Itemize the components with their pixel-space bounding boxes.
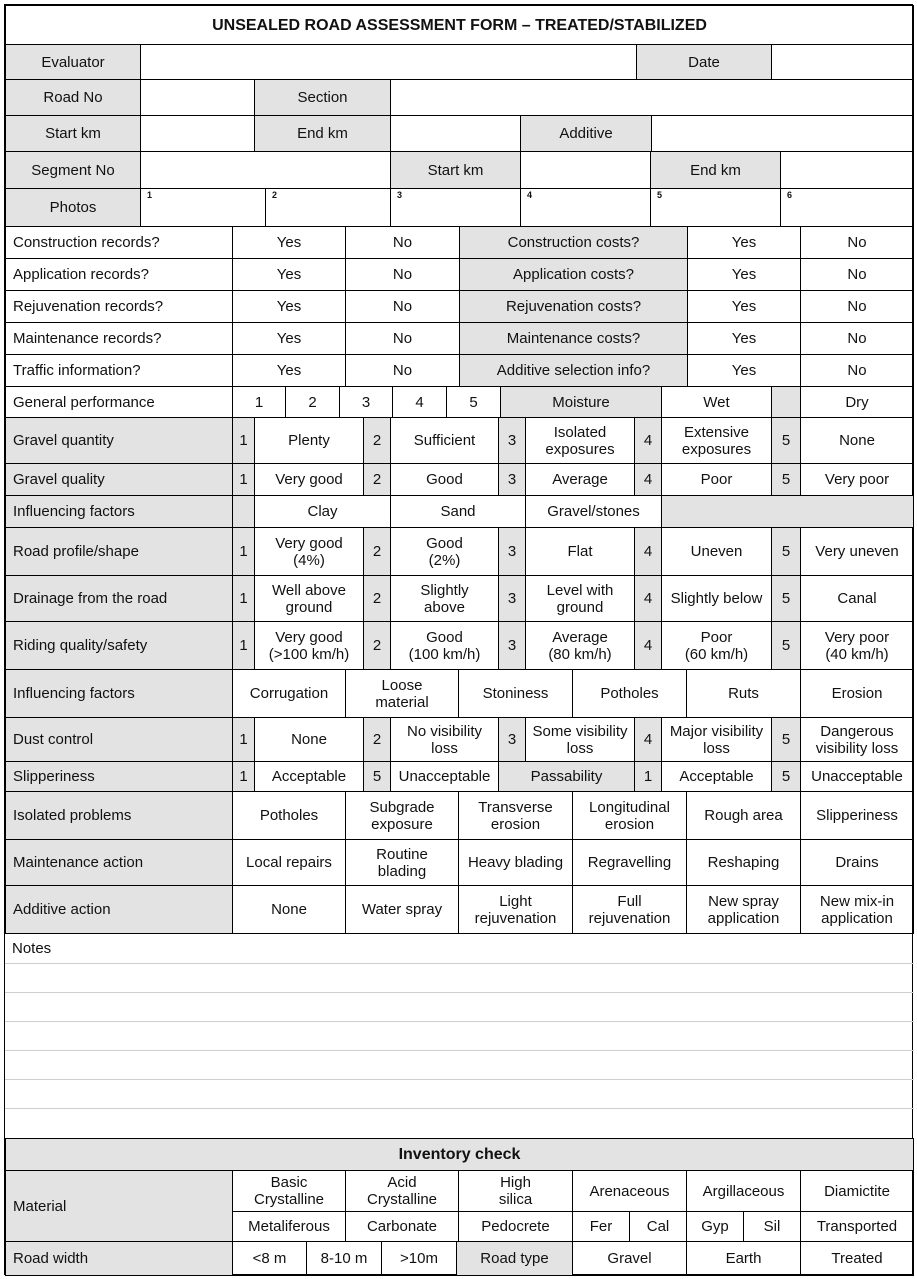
riding-quality-option[interactable]: Poor (60 km/h) [661,621,772,670]
yes-option[interactable]: Yes [232,258,346,291]
influencing-factors-2-option[interactable]: Potholes [572,669,687,718]
dust-control-label: Dust control [5,717,233,762]
road-width-option[interactable]: 8-10 m [306,1241,382,1276]
photos-label: Photos [5,188,141,227]
gravel-quantity-number-3: 3 [498,417,526,464]
dust-control-option[interactable]: Some visibility loss [525,717,635,762]
dust-control-number-4: 4 [634,717,662,762]
road-profile-option[interactable]: Very uneven [800,527,914,576]
influencing-factors-2-label: Influencing factors [5,669,233,718]
date-label: Date [636,44,772,80]
drainage-number-4: 4 [634,575,662,622]
additive-action-option[interactable]: Full rejuvenation [572,885,687,934]
photo-slot-1[interactable]: 1 [140,188,266,227]
additive-action-option[interactable]: New spray application [686,885,801,934]
gravel-stones-option[interactable]: Gravel/stones [525,495,662,528]
performance-score-2[interactable]: 2 [285,386,340,418]
material-option-diamictite[interactable]: Diamictite [800,1170,914,1212]
notes-line[interactable] [5,1108,914,1139]
no-option[interactable]: No [800,290,914,323]
notes-line[interactable] [5,963,914,993]
influencing-factors-2-option[interactable]: Ruts [686,669,801,718]
no-option[interactable]: No [345,258,460,291]
additive-action-option[interactable]: Light rejuvenation [458,885,573,934]
influencing-gap [232,495,255,528]
gravel-quantity-option[interactable]: Plenty [254,417,364,464]
additive-field[interactable] [651,115,914,152]
wet-option[interactable]: Wet [661,386,772,418]
gravel-quality-number-1: 1 [232,463,255,496]
gravel-quantity-option[interactable]: Isolated exposures [525,417,635,464]
end-km-field[interactable] [390,115,521,152]
material-option-metaliferous[interactable]: Metaliferous [232,1211,346,1242]
gravel-quality-option[interactable]: Very poor [800,463,914,496]
material-option-arenaceous[interactable]: Arenaceous [572,1170,687,1212]
road-width-option[interactable]: <8 m [232,1241,307,1276]
road-profile-number-2: 2 [363,527,391,576]
influencing-factors-2-option[interactable]: Erosion [800,669,914,718]
section-field[interactable] [390,79,914,116]
gravel-quality-label: Gravel quality [5,463,233,496]
riding-quality-number-4: 4 [634,621,662,670]
gravel-quantity-label: Gravel quantity [5,417,233,464]
inventory-title: Inventory check [5,1138,914,1171]
gravel-quantity-number-4: 4 [634,417,662,464]
start-km-field[interactable] [140,115,255,152]
maintenance-action-option[interactable]: Drains [800,839,914,886]
yes-option[interactable]: Yes [687,258,801,291]
additive-action-option[interactable]: New mix-in application [800,885,914,934]
photo-slot-4[interactable]: 4 [520,188,651,227]
record-question-label: Construction records? [5,226,233,259]
drainage-number-2: 2 [363,575,391,622]
performance-score-5[interactable]: 5 [446,386,501,418]
material-option-argillaceous[interactable]: Argillaceous [686,1170,801,1212]
influencing-gap [661,495,914,528]
dust-control-number-1: 1 [232,717,255,762]
segment-end-km-field[interactable] [780,151,914,189]
yes-option[interactable]: Yes [687,322,801,355]
photo-slot-5[interactable]: 5 [650,188,781,227]
dust-control-number-3: 3 [498,717,526,762]
road-profile-option[interactable]: Good (2%) [390,527,499,576]
slipperiness-number-1: 1 [232,761,255,792]
road-profile-option[interactable]: Flat [525,527,635,576]
no-option[interactable]: No [800,258,914,291]
cost-question-label: Rejuvenation costs? [459,290,688,323]
moisture-label: Moisture [500,386,662,418]
riding-quality-number-3: 3 [498,621,526,670]
maintenance-action-label: Maintenance action [5,839,233,886]
dust-control-number-2: 2 [363,717,391,762]
gravel-quality-option[interactable]: Very good [254,463,364,496]
additive-label: Additive [520,115,652,152]
form-title: UNSEALED ROAD ASSESSMENT FORM – TREATED/STABILIZED [5,5,914,45]
gravel-quality-number-2: 2 [363,463,391,496]
material-option-acid-crystalline[interactable]: Acid Crystalline [345,1170,459,1212]
road-no-label: Road No [5,79,141,116]
riding-quality-option[interactable]: Average (80 km/h) [525,621,635,670]
maintenance-action-option[interactable]: Routine blading [345,839,459,886]
end-km-label: End km [254,115,391,152]
maintenance-action-option[interactable]: Reshaping [686,839,801,886]
road-profile-option[interactable]: Very good (4%) [254,527,364,576]
moisture-gap [771,386,801,418]
segment-start-km-field[interactable] [520,151,651,189]
road-type-option[interactable]: Treated [800,1241,914,1276]
gravel-quality-number-3: 3 [498,463,526,496]
sand-option[interactable]: Sand [390,495,526,528]
isolated-problems-option[interactable]: Transverse erosion [458,791,573,840]
cost-question-label: Application costs? [459,258,688,291]
segment-no-field[interactable] [140,151,391,189]
material-option-gyp[interactable]: Gyp [686,1211,744,1242]
road-profile-number-1: 1 [232,527,255,576]
isolated-problems-option[interactable]: Potholes [232,791,346,840]
performance-score-3[interactable]: 3 [339,386,393,418]
isolated-problems-option[interactable]: Slipperiness [800,791,914,840]
no-option[interactable]: No [345,226,460,259]
drainage-option[interactable]: Well above ground [254,575,364,622]
material-option-fer[interactable]: Fer [572,1211,630,1242]
performance-score-4[interactable]: 4 [392,386,447,418]
no-option[interactable]: No [345,354,460,387]
photo-slot-3[interactable]: 3 [390,188,521,227]
influencing-factors-2-option[interactable]: Stoniness [458,669,573,718]
isolated-problems-option[interactable]: Longitudinal erosion [572,791,687,840]
gravel-quantity-option[interactable]: Extensive exposures [661,417,772,464]
drainage-label: Drainage from the road [5,575,233,622]
isolated-problems-option[interactable]: Rough area [686,791,801,840]
dust-control-number-5: 5 [771,717,801,762]
riding-quality-label: Riding quality/safety [5,621,233,670]
isolated-problems-option[interactable]: Subgrade exposure [345,791,459,840]
material-option-transported[interactable]: Transported [800,1211,914,1242]
drainage-option[interactable]: Canal [800,575,914,622]
gravel-quantity-number-2: 2 [363,417,391,464]
passability-unacceptable[interactable]: Unacceptable [800,761,914,792]
drainage-option[interactable]: Level with ground [525,575,635,622]
slipperiness-label: Slipperiness [5,761,233,792]
yes-option[interactable]: Yes [687,354,801,387]
riding-quality-number-5: 5 [771,621,801,670]
no-option[interactable]: No [800,354,914,387]
passability-label: Passability [498,761,635,792]
material-option-carbonate[interactable]: Carbonate [345,1211,459,1242]
cost-question-label: Construction costs? [459,226,688,259]
passability-acceptable[interactable]: Acceptable [661,761,772,792]
drainage-option[interactable]: Slightly below [661,575,772,622]
evaluator-label: Evaluator [5,44,141,80]
yes-option[interactable]: Yes [232,290,346,323]
road-profile-number-5: 5 [771,527,801,576]
riding-quality-option[interactable]: Good (100 km/h) [390,621,499,670]
slipperiness-unacceptable[interactable]: Unacceptable [390,761,499,792]
road-profile-label: Road profile/shape [5,527,233,576]
cost-question-label: Maintenance costs? [459,322,688,355]
notes-label: Notes [5,933,914,964]
additive-action-option[interactable]: None [232,885,346,934]
performance-score-1[interactable]: 1 [232,386,286,418]
section-label: Section [254,79,391,116]
dust-control-option[interactable]: Major visibility loss [661,717,772,762]
photo-slot-2[interactable]: 2 [265,188,391,227]
record-question-label: Traffic information? [5,354,233,387]
riding-quality-number-2: 2 [363,621,391,670]
gravel-quality-number-5: 5 [771,463,801,496]
road-profile-number-4: 4 [634,527,662,576]
passability-number-1: 1 [634,761,662,792]
drainage-number-5: 5 [771,575,801,622]
gravel-quantity-number-5: 5 [771,417,801,464]
additive-action-label: Additive action [5,885,233,934]
material-option-pedocrete[interactable]: Pedocrete [458,1211,573,1242]
road-profile-number-3: 3 [498,527,526,576]
notes-line[interactable] [5,1079,914,1109]
general-performance-label: General performance [5,386,233,418]
notes-line[interactable] [5,1021,914,1051]
start-km-label: Start km [5,115,141,152]
gravel-quantity-option[interactable]: Sufficient [390,417,499,464]
assessment-form [4,4,913,1275]
no-option[interactable]: No [345,290,460,323]
drainage-number-3: 3 [498,575,526,622]
material-option-basic-crystalline[interactable]: Basic Crystalline [232,1170,346,1212]
no-option[interactable]: No [800,226,914,259]
no-option[interactable]: No [800,322,914,355]
record-question-label: Maintenance records? [5,322,233,355]
segment-no-label: Segment No [5,151,141,189]
date-field[interactable] [771,44,914,80]
cost-question-label: Additive selection info? [459,354,688,387]
additive-action-option[interactable]: Water spray [345,885,459,934]
drainage-number-1: 1 [232,575,255,622]
dust-control-option[interactable]: None [254,717,364,762]
influencing-factors-label: Influencing factors [5,495,233,528]
influencing-factors-2-option[interactable]: Loose material [345,669,459,718]
road-type-option[interactable]: Earth [686,1241,801,1276]
record-question-label: Application records? [5,258,233,291]
gravel-quality-option[interactable]: Average [525,463,635,496]
gravel-quantity-number-1: 1 [232,417,255,464]
yes-option[interactable]: Yes [687,290,801,323]
isolated-problems-label: Isolated problems [5,791,233,840]
maintenance-action-option[interactable]: Regravelling [572,839,687,886]
dust-control-option[interactable]: Dangerous visibility loss [800,717,914,762]
dust-control-option[interactable]: No visibility loss [390,717,499,762]
road-profile-option[interactable]: Uneven [661,527,772,576]
gravel-quality-option[interactable]: Good [390,463,499,496]
road-no-field[interactable] [140,79,255,116]
riding-quality-number-1: 1 [232,621,255,670]
segment-start-km-label: Start km [390,151,521,189]
yes-option[interactable]: Yes [232,226,346,259]
maintenance-action-option[interactable]: Local repairs [232,839,346,886]
yes-option[interactable]: Yes [687,226,801,259]
road-type-label: Road type [456,1241,573,1276]
gravel-quality-option[interactable]: Poor [661,463,772,496]
evaluator-field[interactable] [140,44,637,80]
yes-option[interactable]: Yes [232,322,346,355]
gravel-quantity-option[interactable]: None [800,417,914,464]
gravel-quality-number-4: 4 [634,463,662,496]
no-option[interactable]: No [345,322,460,355]
road-width-label: Road width [5,1241,233,1276]
yes-option[interactable]: Yes [232,354,346,387]
riding-quality-option[interactable]: Very poor (40 km/h) [800,621,914,670]
material-option-high-silica[interactable]: High silica [458,1170,573,1212]
material-option-cal[interactable]: Cal [629,1211,687,1242]
clay-option[interactable]: Clay [254,495,391,528]
passability-number-5: 5 [771,761,801,792]
notes-line[interactable] [5,992,914,1022]
influencing-factors-2-option[interactable]: Corrugation [232,669,346,718]
slipperiness-number-5: 5 [363,761,391,792]
road-width-option[interactable]: >10m [381,1241,457,1276]
segment-end-km-label: End km [650,151,781,189]
photo-slot-6[interactable]: 6 [780,188,914,227]
drainage-option[interactable]: Slightly above [390,575,499,622]
road-type-option[interactable]: Gravel [572,1241,687,1276]
slipperiness-acceptable[interactable]: Acceptable [254,761,364,792]
maintenance-action-option[interactable]: Heavy blading [458,839,573,886]
material-option-sil[interactable]: Sil [743,1211,801,1242]
notes-line[interactable] [5,1050,914,1080]
record-question-label: Rejuvenation records? [5,290,233,323]
dry-option[interactable]: Dry [800,386,914,418]
riding-quality-option[interactable]: Very good (>100 km/h) [254,621,364,670]
material-label: Material [5,1170,233,1242]
